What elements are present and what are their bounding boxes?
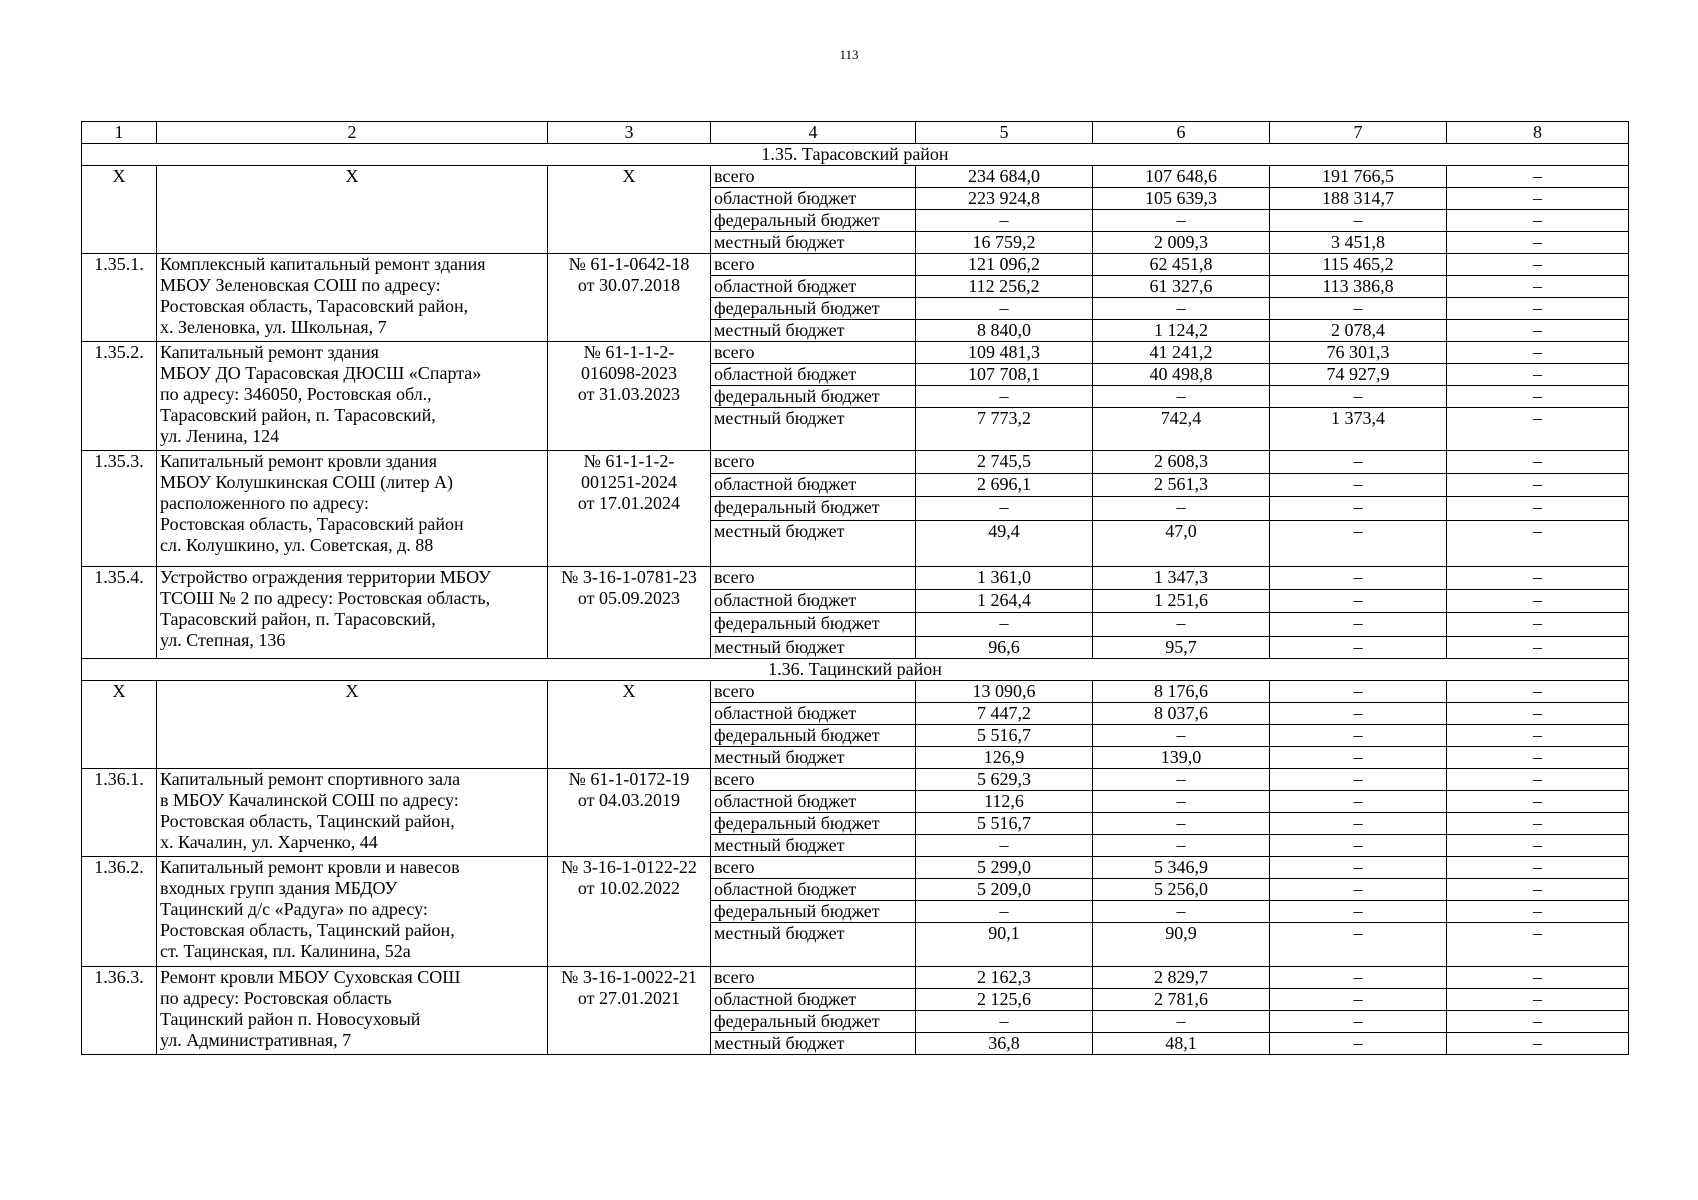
budget-label: областной бюджет [711, 590, 916, 613]
amount-cell: – [1447, 725, 1629, 747]
amount-cell: 41 241,2 [1093, 342, 1270, 364]
amount-cell: 1 361,0 [916, 567, 1093, 590]
item-description-line: Тарасовский район, п. Тарасовский, [160, 405, 436, 425]
item-document-line: от 04.03.2019 [577, 790, 681, 810]
budget-label: местный бюджет [711, 408, 916, 451]
amount-cell: – [1270, 474, 1447, 497]
item-description-line: ТСОШ № 2 по адресу: Ростовская область, [160, 588, 491, 608]
amount-cell: – [1093, 725, 1270, 747]
budget-label: местный бюджет [711, 923, 916, 967]
item-number: 1.36.3. [82, 967, 157, 1055]
item-document-line: от 10.02.2022 [577, 878, 681, 898]
budget-label: федеральный бюджет [711, 613, 916, 637]
amount-cell: 5 299,0 [916, 857, 1093, 879]
column-number-header: 2 [157, 122, 548, 144]
amount-cell: 48,1 [1093, 1033, 1270, 1055]
amount-cell: 5 629,3 [916, 769, 1093, 791]
amount-cell: – [916, 298, 1093, 320]
amount-cell: 2 125,6 [916, 989, 1093, 1011]
amount-cell: – [1447, 901, 1629, 923]
amount-cell: – [1447, 298, 1629, 320]
amount-cell: – [1093, 901, 1270, 923]
item-row [82, 567, 1629, 590]
amount-cell: 5 516,7 [916, 813, 1093, 835]
item-description-line: по адресу: Ростовская область [160, 988, 392, 1008]
item-document [548, 769, 711, 857]
amount-cell: – [1270, 681, 1447, 703]
amount-cell: 139,0 [1093, 747, 1270, 769]
item-description-line: Тацинский д/с «Радуга» по адресу: [160, 899, 428, 919]
amount-cell: 90,9 [1093, 923, 1270, 967]
amount-cell: – [1270, 835, 1447, 857]
amount-cell: 223 924,8 [916, 188, 1093, 210]
budget-label: местный бюджет [711, 1033, 916, 1055]
item-number: 1.36.1. [82, 769, 157, 857]
item-document-line: 001251-2024 [581, 472, 677, 492]
amount-cell: – [1447, 497, 1629, 521]
item-document [548, 857, 711, 967]
item-description-line: Капитальный ремонт кровли и навесов [160, 857, 460, 877]
amount-cell: – [1093, 386, 1270, 408]
budget-label: местный бюджет [711, 747, 916, 769]
amount-cell: 2 745,5 [916, 451, 1093, 474]
amount-cell: – [1270, 725, 1447, 747]
budget-label: федеральный бюджет [711, 497, 916, 521]
amount-cell: – [1270, 637, 1447, 659]
amount-cell: – [916, 613, 1093, 637]
amount-cell: 1 373,4 [1270, 408, 1447, 451]
amount-cell: – [1270, 567, 1447, 590]
amount-cell: – [1447, 681, 1629, 703]
item-document [548, 967, 711, 1055]
totals-row [82, 166, 1629, 188]
budget-label: федеральный бюджет [711, 298, 916, 320]
item-description [157, 254, 548, 342]
budget-label: местный бюджет [711, 835, 916, 857]
item-document-line: от 30.07.2018 [577, 275, 681, 295]
budget-label: местный бюджет [711, 637, 916, 659]
item-document-line: 016098-2023 [581, 363, 677, 383]
amount-cell: 74 927,9 [1270, 364, 1447, 386]
amount-cell: 90,1 [916, 923, 1093, 967]
amount-cell: – [1093, 791, 1270, 813]
amount-cell: 2 561,3 [1093, 474, 1270, 497]
column-number-header: 6 [1093, 122, 1270, 144]
budget-label: областной бюджет [711, 276, 916, 298]
amount-cell: – [1447, 590, 1629, 613]
amount-cell: 47,0 [1093, 521, 1270, 567]
section-title: 1.35. Тарасовский район [82, 144, 1629, 166]
amount-cell: 8 840,0 [916, 320, 1093, 342]
item-document-line: от 31.03.2023 [577, 384, 681, 404]
amount-cell: – [1447, 408, 1629, 451]
amount-cell: – [1447, 637, 1629, 659]
amount-cell: 2 608,3 [1093, 451, 1270, 474]
item-description-line: Тацинский район п. Новосуховый [160, 1009, 421, 1029]
totals-row [82, 681, 1629, 703]
item-description-line: х. Зеленовка, ул. Школьная, 7 [160, 317, 387, 337]
amount-cell: – [1270, 590, 1447, 613]
header-row [82, 122, 1629, 144]
item-document-line: от 27.01.2021 [577, 988, 681, 1008]
item-description-line: МБОУ ДО Тарасовская ДЮСШ «Спарта» [160, 363, 482, 383]
item-document-line: от 05.09.2023 [577, 588, 681, 608]
amount-cell: 112 256,2 [916, 276, 1093, 298]
column-number-header: 8 [1447, 122, 1629, 144]
amount-cell: 36,8 [916, 1033, 1093, 1055]
item-row [82, 769, 1629, 791]
amount-cell: – [1447, 320, 1629, 342]
amount-cell: – [1447, 835, 1629, 857]
amount-cell: – [1093, 298, 1270, 320]
amount-cell: 3 451,8 [1270, 232, 1447, 254]
amount-cell: – [1270, 857, 1447, 879]
amount-cell: – [1270, 451, 1447, 474]
budget-label: областной бюджет [711, 879, 916, 901]
item-description-line: ул. Административная, 7 [160, 1030, 352, 1050]
amount-cell: 76 301,3 [1270, 342, 1447, 364]
amount-cell: 2 078,4 [1270, 320, 1447, 342]
amount-cell: 62 451,8 [1093, 254, 1270, 276]
item-description-line: Ростовская область, Тацинский район, [160, 811, 455, 831]
amount-cell: – [1447, 967, 1629, 989]
item-document-line: № 3-16-1-0122-22 [561, 857, 697, 877]
amount-cell: – [1270, 989, 1447, 1011]
amount-cell: – [1093, 613, 1270, 637]
amount-cell: – [1447, 567, 1629, 590]
totals-marker: Х [548, 681, 711, 769]
section-title: 1.36. Тацинский район [82, 659, 1629, 681]
budget-label: федеральный бюджет [711, 901, 916, 923]
column-number-header: 1 [82, 122, 157, 144]
budget-label: федеральный бюджет [711, 1011, 916, 1033]
item-description-line: МБОУ Колушкинская СОШ (литер А) [160, 472, 454, 492]
amount-cell: – [1447, 857, 1629, 879]
amount-cell: – [1093, 1011, 1270, 1033]
budget-label: областной бюджет [711, 364, 916, 386]
item-document [548, 451, 711, 567]
amount-cell: – [1447, 1033, 1629, 1055]
amount-cell: 16 759,2 [916, 232, 1093, 254]
amount-cell: 8 176,6 [1093, 681, 1270, 703]
amount-cell: – [1270, 791, 1447, 813]
amount-cell: 2 781,6 [1093, 989, 1270, 1011]
amount-cell: – [1270, 613, 1447, 637]
column-number-header: 4 [711, 122, 916, 144]
amount-cell: – [1447, 364, 1629, 386]
totals-marker: Х [82, 681, 157, 769]
amount-cell: 2 696,1 [916, 474, 1093, 497]
amount-cell: – [1270, 1033, 1447, 1055]
column-number-header: 5 [916, 122, 1093, 144]
amount-cell: 234 684,0 [916, 166, 1093, 188]
amount-cell: 121 096,2 [916, 254, 1093, 276]
amount-cell: 109 481,3 [916, 342, 1093, 364]
budget-label: всего [711, 451, 916, 474]
amount-cell: – [1270, 769, 1447, 791]
budget-label: федеральный бюджет [711, 813, 916, 835]
item-document-line: № 3-16-1-0781-23 [561, 567, 697, 587]
amount-cell: – [1093, 769, 1270, 791]
amount-cell: 5 516,7 [916, 725, 1093, 747]
budget-label: областной бюджет [711, 474, 916, 497]
amount-cell: 1 347,3 [1093, 567, 1270, 590]
item-description [157, 567, 548, 659]
amount-cell: – [1447, 521, 1629, 567]
budget-label: местный бюджет [711, 320, 916, 342]
amount-cell: – [1447, 1011, 1629, 1033]
item-document-line: от 17.01.2024 [577, 493, 681, 513]
amount-cell: 5 209,0 [916, 879, 1093, 901]
item-row [82, 342, 1629, 364]
amount-cell: – [1447, 451, 1629, 474]
budget-label: всего [711, 681, 916, 703]
amount-cell: – [1447, 210, 1629, 232]
amount-cell: – [1447, 989, 1629, 1011]
amount-cell: – [916, 210, 1093, 232]
item-document-line: № 61-1-1-2- [583, 342, 675, 362]
amount-cell: – [1093, 813, 1270, 835]
amount-cell: 7 447,2 [916, 703, 1093, 725]
amount-cell: – [1447, 386, 1629, 408]
amount-cell: – [1447, 254, 1629, 276]
budget-label: всего [711, 254, 916, 276]
amount-cell: 105 639,3 [1093, 188, 1270, 210]
amount-cell: – [1447, 188, 1629, 210]
amount-cell: – [916, 835, 1093, 857]
amount-cell: – [1270, 813, 1447, 835]
amount-cell: 107 648,6 [1093, 166, 1270, 188]
budget-label: всего [711, 166, 916, 188]
amount-cell: – [1447, 923, 1629, 967]
item-description [157, 857, 548, 967]
item-document [548, 254, 711, 342]
amount-cell: – [1270, 1011, 1447, 1033]
item-number: 1.35.3. [82, 451, 157, 567]
budget-label: местный бюджет [711, 521, 916, 567]
item-row [82, 254, 1629, 276]
item-description-line: Комплексный капитальный ремонт здания [160, 254, 486, 274]
item-description [157, 342, 548, 451]
item-description-line: Устройство ограждения территории МБОУ [160, 567, 491, 587]
item-document-line: № 3-16-1-0022-21 [561, 967, 697, 987]
amount-cell: – [1447, 232, 1629, 254]
amount-cell: 191 766,5 [1270, 166, 1447, 188]
item-description-line: Ростовская область, Тацинский район, [160, 920, 455, 940]
amount-cell: – [1447, 879, 1629, 901]
amount-cell: – [1270, 901, 1447, 923]
budget-label: областной бюджет [711, 989, 916, 1011]
budget-label: федеральный бюджет [711, 725, 916, 747]
item-row [82, 967, 1629, 989]
amount-cell: 126,9 [916, 747, 1093, 769]
amount-cell: – [916, 497, 1093, 521]
amount-cell: 2 829,7 [1093, 967, 1270, 989]
item-number: 1.36.2. [82, 857, 157, 967]
budget-label: всего [711, 967, 916, 989]
amount-cell: – [1270, 497, 1447, 521]
amount-cell: – [916, 386, 1093, 408]
amount-cell: – [916, 901, 1093, 923]
amount-cell: 13 090,6 [916, 681, 1093, 703]
page-number: 113 [839, 47, 859, 62]
amount-cell: 113 386,8 [1270, 276, 1447, 298]
amount-cell: – [1270, 923, 1447, 967]
item-description-line: ул. Степная, 136 [160, 630, 286, 650]
amount-cell: 742,4 [1093, 408, 1270, 451]
item-row [82, 857, 1629, 879]
amount-cell: 49,4 [916, 521, 1093, 567]
budget-label: всего [711, 857, 916, 879]
program-table [81, 121, 1629, 1055]
item-description-line: Капитальный ремонт спортивного зала [160, 769, 461, 789]
amount-cell: 8 037,6 [1093, 703, 1270, 725]
amount-cell: – [1447, 703, 1629, 725]
item-document-line: № 61-1-1-2- [583, 451, 675, 471]
totals-marker: Х [157, 681, 548, 769]
budget-label: областной бюджет [711, 791, 916, 813]
item-description-line: ул. Ленина, 124 [160, 426, 280, 446]
item-description-line: расположенного по адресу: [160, 493, 370, 513]
amount-cell: – [1447, 474, 1629, 497]
totals-marker: Х [82, 166, 157, 254]
budget-label: всего [711, 769, 916, 791]
amount-cell: – [1447, 342, 1629, 364]
item-description-line: в МБОУ Качалинской СОШ по адресу: [160, 790, 459, 810]
amount-cell: – [1447, 813, 1629, 835]
item-number: 1.35.4. [82, 567, 157, 659]
budget-label: местный бюджет [711, 232, 916, 254]
item-description [157, 769, 548, 857]
amount-cell: – [1093, 497, 1270, 521]
item-description [157, 451, 548, 567]
item-description-line: Ростовская область, Тарасовский район, [160, 296, 469, 316]
amount-cell: 5 256,0 [1093, 879, 1270, 901]
amount-cell: 2 162,3 [916, 967, 1093, 989]
amount-cell: – [1270, 386, 1447, 408]
amount-cell: – [1447, 276, 1629, 298]
amount-cell: – [1447, 747, 1629, 769]
amount-cell: – [1270, 879, 1447, 901]
amount-cell: – [1447, 769, 1629, 791]
budget-label: областной бюджет [711, 188, 916, 210]
totals-marker: Х [548, 166, 711, 254]
amount-cell: 2 009,3 [1093, 232, 1270, 254]
item-description-line: Капитальный ремонт кровли здания [160, 451, 438, 471]
amount-cell: – [1270, 703, 1447, 725]
totals-marker: Х [157, 166, 548, 254]
amount-cell: – [1447, 613, 1629, 637]
amount-cell: – [916, 1011, 1093, 1033]
item-number: 1.35.2. [82, 342, 157, 451]
item-description-line: Ростовская область, Тарасовский район [160, 514, 464, 534]
amount-cell: 188 314,7 [1270, 188, 1447, 210]
item-description-line: ст. Тацинская, пл. Калинина, 52а [160, 941, 411, 961]
item-description-line: МБОУ Зеленовская СОШ по адресу: [160, 275, 441, 295]
amount-cell: – [1270, 967, 1447, 989]
budget-label: всего [711, 567, 916, 590]
budget-label: федеральный бюджет [711, 386, 916, 408]
amount-cell: 95,7 [1093, 637, 1270, 659]
amount-cell: 96,6 [916, 637, 1093, 659]
item-row [82, 451, 1629, 474]
budget-label: областной бюджет [711, 703, 916, 725]
item-description-line: по адресу: 346050, Ростовская обл., [160, 384, 432, 404]
amount-cell: 107 708,1 [916, 364, 1093, 386]
amount-cell: 1 251,6 [1093, 590, 1270, 613]
amount-cell: – [1270, 210, 1447, 232]
amount-cell: 1 124,2 [1093, 320, 1270, 342]
item-number: 1.35.1. [82, 254, 157, 342]
item-description-line: х. Качалин, ул. Харченко, 44 [160, 832, 378, 852]
item-description-line: Капитальный ремонт здания [160, 342, 379, 362]
item-document [548, 567, 711, 659]
amount-cell: 40 498,8 [1093, 364, 1270, 386]
item-description-line: Тарасовский район, п. Тарасовский, [160, 609, 436, 629]
item-document [548, 342, 711, 451]
item-description-line: сл. Колушкино, ул. Советская, д. 88 [160, 535, 434, 555]
amount-cell: – [1093, 210, 1270, 232]
item-document-line: № 61-1-0642-18 [568, 254, 690, 274]
column-number-header: 3 [548, 122, 711, 144]
column-number-header: 7 [1270, 122, 1447, 144]
amount-cell: – [1270, 298, 1447, 320]
amount-cell: 1 264,4 [916, 590, 1093, 613]
section-row [82, 144, 1629, 166]
item-document-line: № 61-1-0172-19 [568, 769, 690, 789]
amount-cell: 61 327,6 [1093, 276, 1270, 298]
section-row [82, 659, 1629, 681]
amount-cell: 7 773,2 [916, 408, 1093, 451]
amount-cell: – [1447, 166, 1629, 188]
budget-label: всего [711, 342, 916, 364]
item-description-line: Ремонт кровли МБОУ Суховская СОШ [160, 967, 461, 987]
budget-label: федеральный бюджет [711, 210, 916, 232]
amount-cell: 112,6 [916, 791, 1093, 813]
amount-cell: – [1270, 521, 1447, 567]
amount-cell: – [1093, 835, 1270, 857]
amount-cell: – [1447, 791, 1629, 813]
amount-cell: 115 465,2 [1270, 254, 1447, 276]
item-description-line: входных групп здания МБДОУ [160, 878, 398, 898]
amount-cell: – [1270, 747, 1447, 769]
item-description [157, 967, 548, 1055]
amount-cell: 5 346,9 [1093, 857, 1270, 879]
